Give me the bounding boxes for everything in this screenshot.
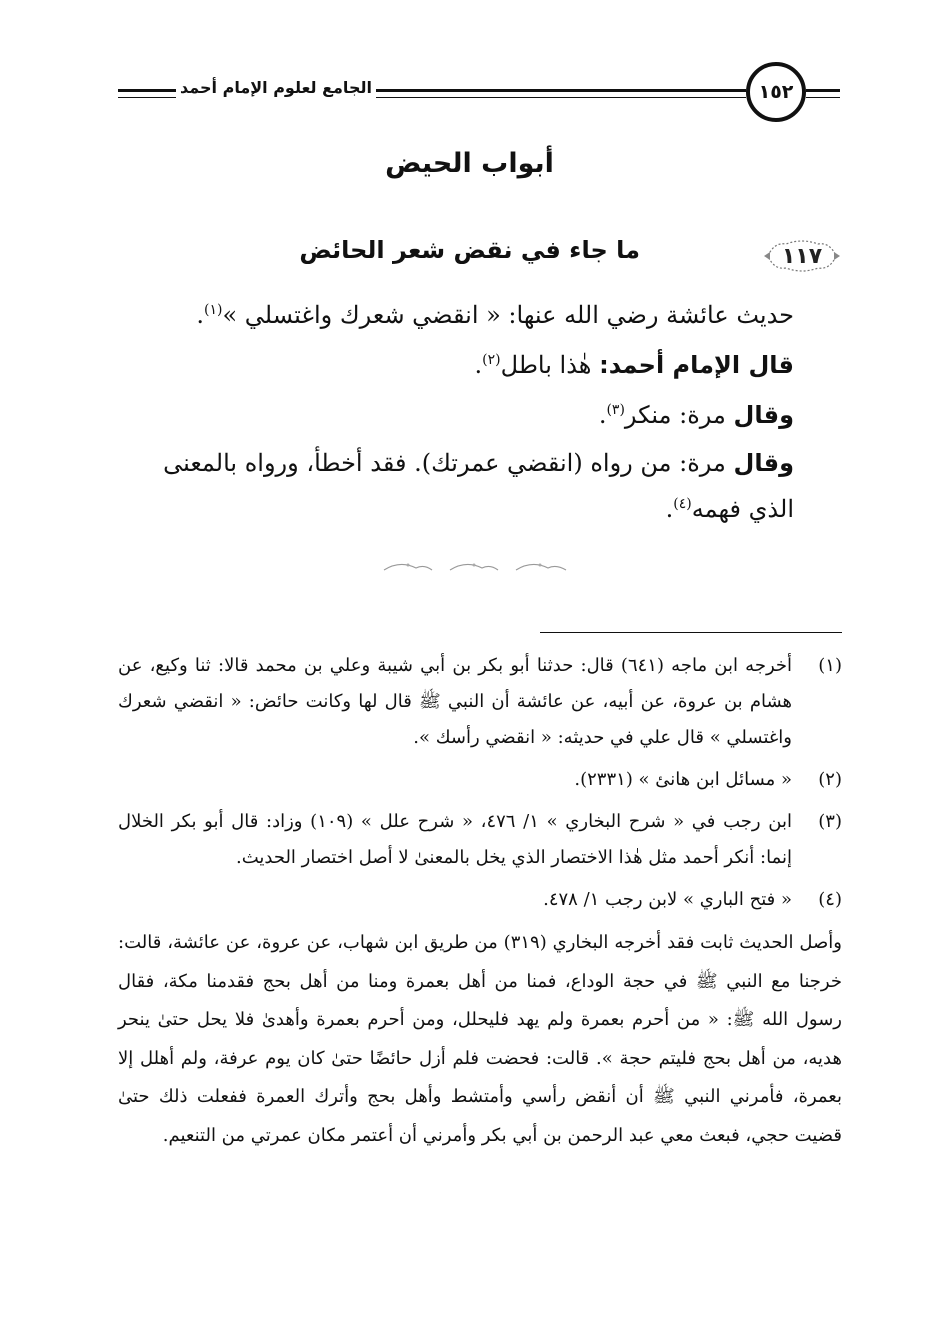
paragraph-end: . bbox=[665, 495, 674, 523]
footnote-item bbox=[118, 804, 842, 876]
footnote-ref: (٣) bbox=[606, 402, 625, 418]
footnote-number: (٣) bbox=[818, 811, 842, 832]
paragraph-text: مرة: منكر bbox=[624, 401, 734, 429]
footnote-ref: (١) bbox=[204, 302, 223, 318]
paragraph-hadith bbox=[118, 290, 794, 340]
paragraph-text: هٰذا باطل bbox=[500, 351, 600, 379]
paragraph-text: حديث عائشة رضي الله عنها: « انقضي شعرك واغتسلي » bbox=[222, 301, 794, 329]
footnote-text: أخرجه ابن ماجه (٦٤١) قال: حدثنا أبو بكر بن أبي شيبة وعلي بن محمد قالا: ثنا وكيع، عن هشام بن عروة، عن أبيه، عن عائشة أن النبي ﷺ قال لها وكانت حائض: « انقضي شعرك واغتسلي » قال علي في حديثه: « انقضي رأسك ». bbox=[118, 655, 792, 748]
paragraph-end: . bbox=[196, 301, 205, 329]
footnote-number: (١) bbox=[818, 655, 842, 676]
footnote-ref: (٤) bbox=[673, 496, 692, 512]
paragraph-end: . bbox=[474, 351, 483, 379]
speaker-label: قال الإمام أحمد: bbox=[599, 351, 794, 379]
header-rule-left bbox=[118, 89, 176, 98]
paragraph-end: . bbox=[598, 401, 607, 429]
paragraph-ahmad-1 bbox=[118, 340, 794, 390]
section-title: ما جاء في نقض شعر الحائض bbox=[299, 236, 640, 264]
chapter-title: أبواب الحيض bbox=[385, 148, 554, 179]
running-header bbox=[110, 62, 840, 132]
speaker-label: وقال bbox=[733, 401, 794, 429]
section-number-badge bbox=[762, 236, 842, 276]
paragraph-ahmad-3 bbox=[118, 440, 794, 532]
main-text bbox=[118, 290, 794, 532]
footnotes bbox=[118, 648, 842, 1155]
header-rule-middle bbox=[376, 89, 746, 98]
page-number: ١٥٢ bbox=[746, 62, 806, 122]
footnote-number: (٤) bbox=[818, 889, 842, 910]
footnote-text: ابن رجب في « شرح البخاري » ١/ ٤٧٦، « شرح علل » (١٠٩) وزاد: قال أبو بكر الخلال إنما: أنكر أحمد مثل هٰذا الاختصار الذي يخل بالمعنىٰ لا أصل اختصار الحديث. bbox=[118, 811, 792, 868]
footnote-item bbox=[118, 648, 842, 756]
section-number: ١١٧ bbox=[781, 243, 823, 269]
book-title: الجامع لعلوم الإمام أحمد bbox=[180, 78, 372, 97]
footnote-separator bbox=[540, 632, 842, 633]
footnote-continuation: وأصل الحديث ثابت فقد أخرجه البخاري (٣١٩) من طريق ابن شهاب، عن عروة، عن عائشة، قالت: خرجنا مع النبي ﷺ في حجة الوداع، فمنا من أهل بعمرة ومنا من أهل بحج فقدمنا مكة، فقال رسول الله ﷺ: « من أحرم بعمرة ولم يهد فليحلل، ومن أحرم بعمرة وأهدىٰ فلا يحل حتىٰ ينحر هديه، من أهل بحج فليتم حجة ». قالت: فحضت فلم أزل حائضًا حتىٰ كان يوم عرفة، ولم أهلل إلا بعمرة، فأمرني النبي ﷺ أن أنقض رأسي وأمتشط وأهل بحج وأترك العمرة ففعلت ذلك حتىٰ قضيت حجي، فبعث معي عبد الرحمن بن أبي بكر وأمرني أن أعتمر مكان عمرتي من التنعيم. bbox=[118, 932, 842, 1146]
section-end-ornament-icon bbox=[380, 556, 570, 576]
footnote-ref: (٢) bbox=[482, 352, 501, 368]
paragraph-ahmad-2 bbox=[118, 390, 794, 440]
footnote-number: (٢) bbox=[818, 769, 842, 790]
footnote-text: « فتح الباري » لابن رجب ١/ ٤٧٨. bbox=[543, 889, 792, 910]
speaker-label: وقال bbox=[733, 449, 794, 477]
footnote-text: « مسائل ابن هانئ » (٢٣٣١). bbox=[574, 769, 792, 790]
paragraph-text: مرة: من رواه (انقضي عمرتك). فقد أخطأ، ورواه بالمعنى الذي فهمه bbox=[163, 449, 794, 523]
footnote-item bbox=[118, 882, 842, 918]
header-rule-right bbox=[806, 89, 840, 98]
footnote-item bbox=[118, 762, 842, 798]
